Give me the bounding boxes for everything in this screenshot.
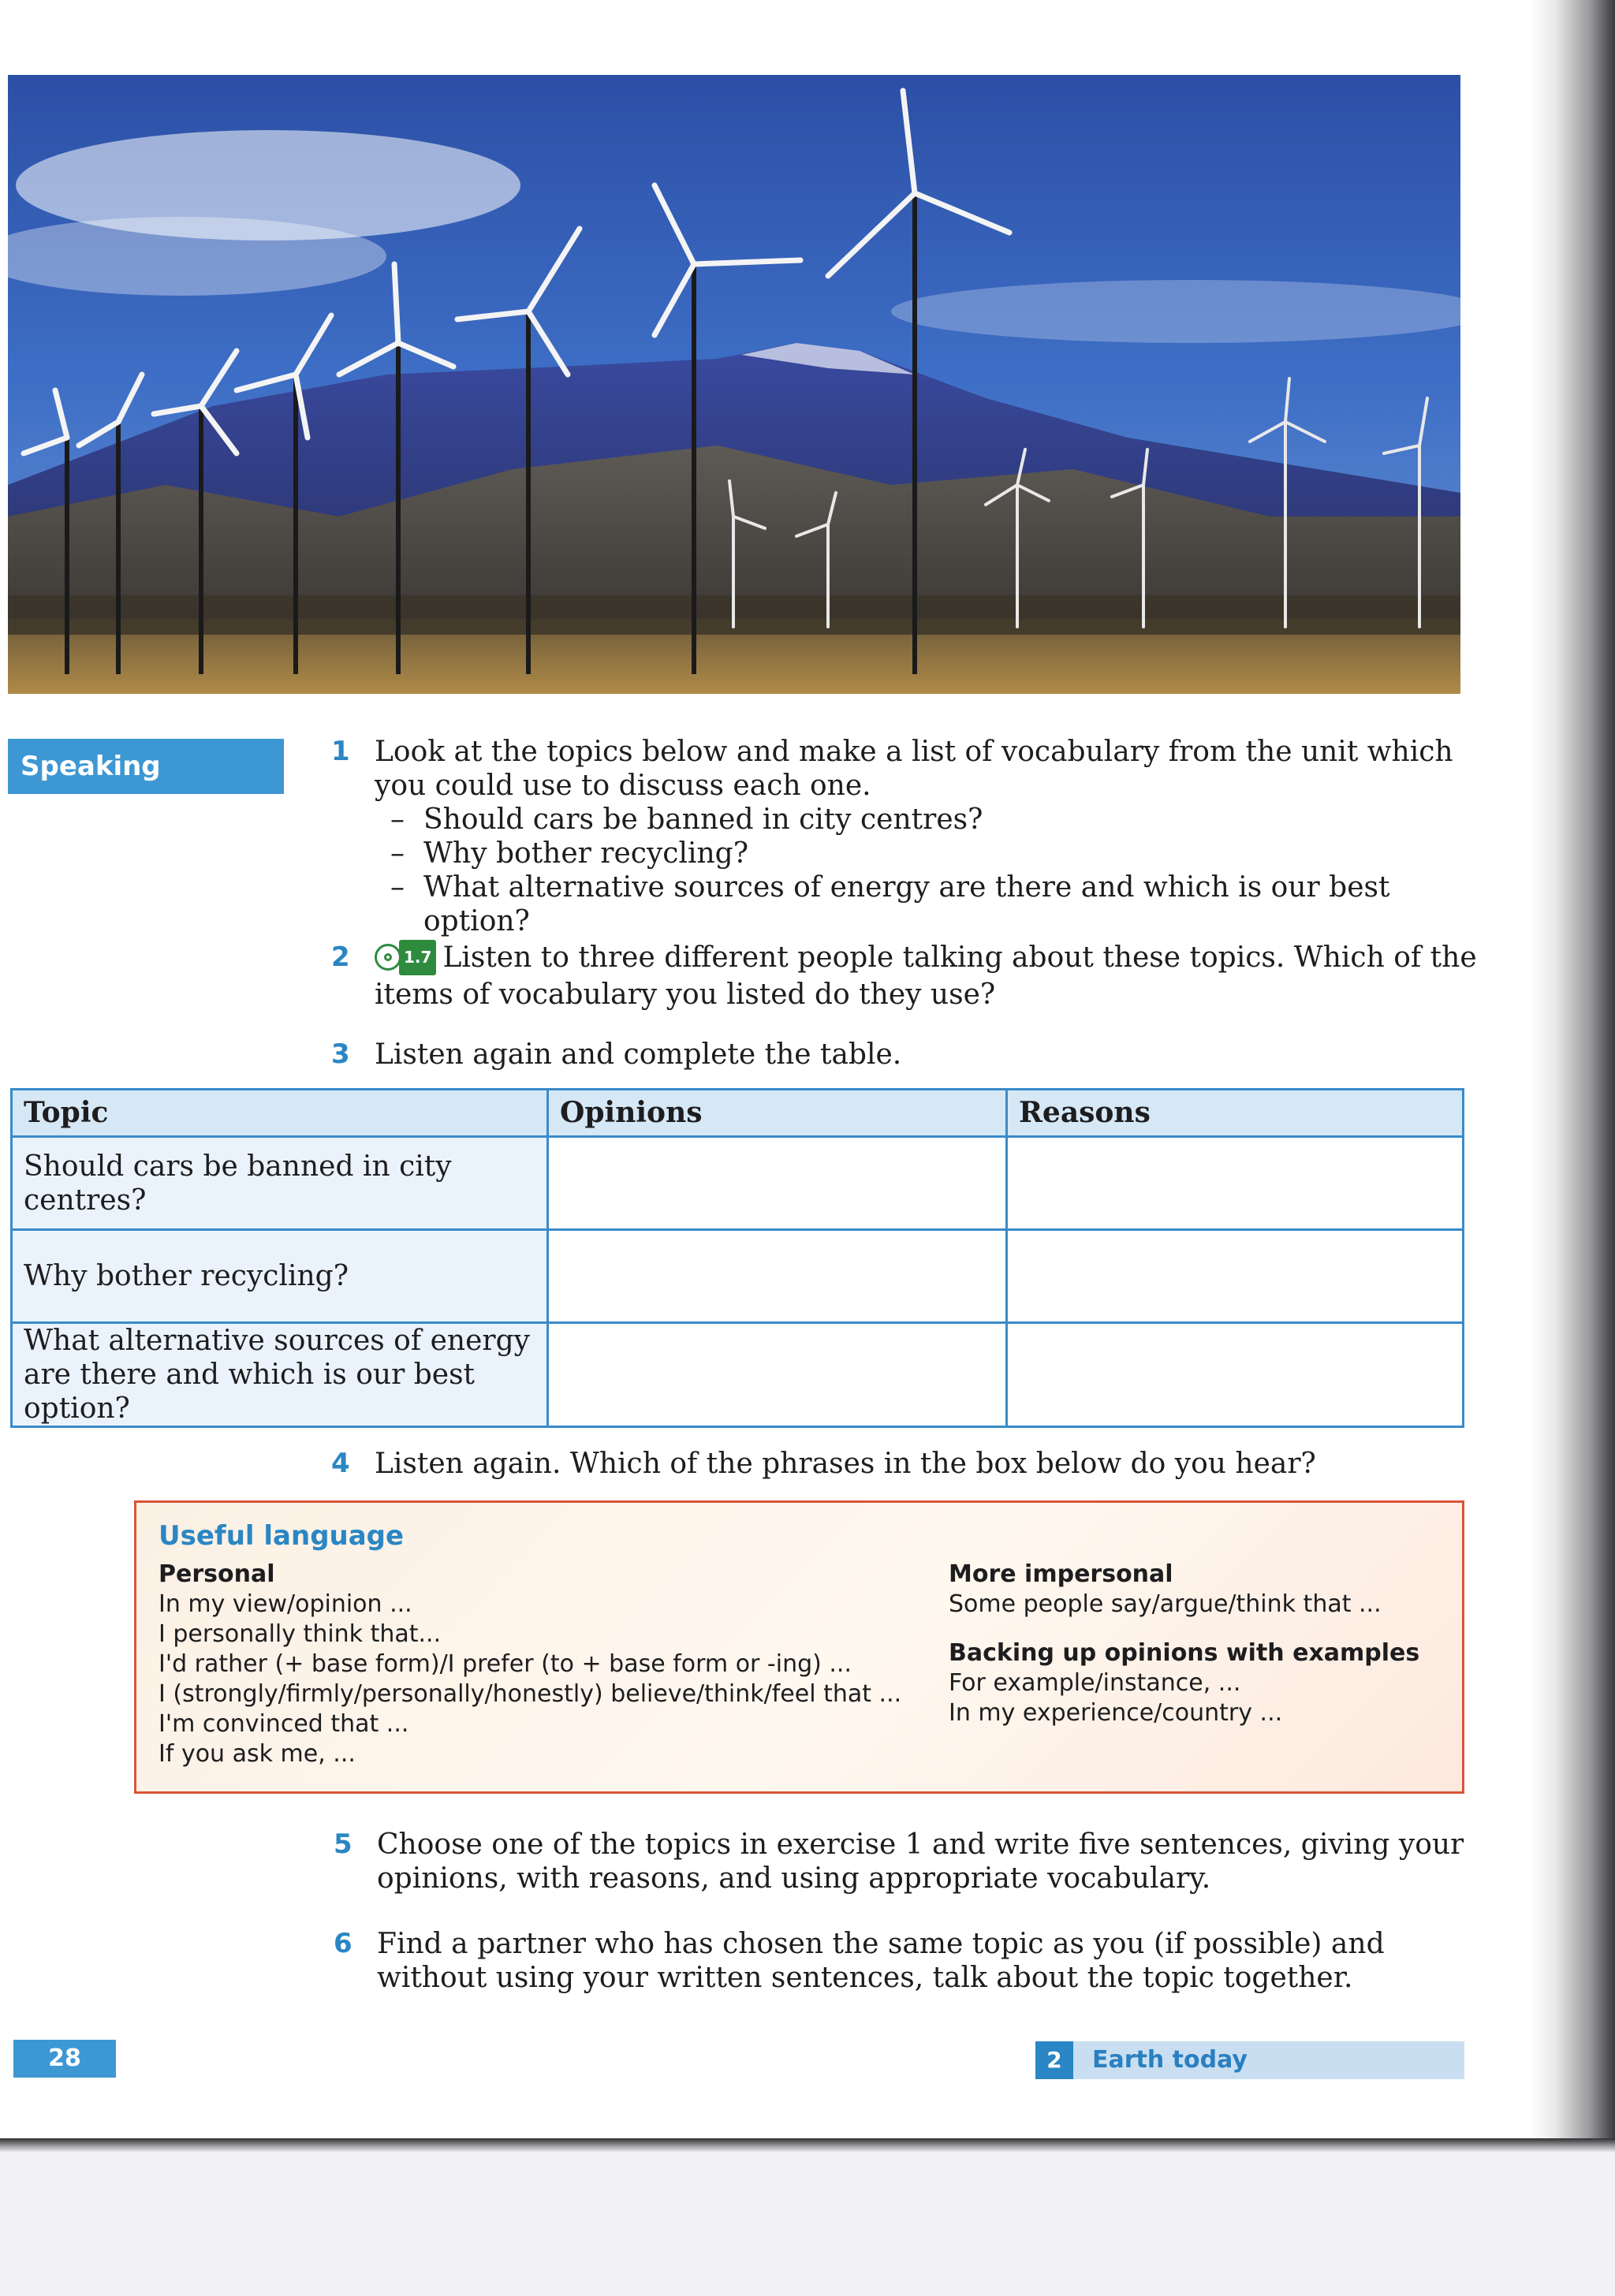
topic-cell: What alternative sources of energy are there and which is our best option?	[12, 1323, 548, 1427]
topic-list-item: – Why bother recycling?	[390, 837, 1467, 870]
exercise-instruction: Look at the topics below and make a list of vocabulary from the unit which you could use to discuss each one.	[375, 736, 1453, 802]
page-fold-shadow	[1530, 0, 1615, 2149]
exercise-instruction: Listen again. Which of the phrases in the box below do you hear?	[375, 1448, 1316, 1480]
phrase: For example/instance, ...	[949, 1669, 1241, 1697]
exercise-instruction: Choose one of the topics in exercise 1 and write five sentences, giving your opinions, with reasons, and using appropriate vocabulary.	[377, 1828, 1464, 1895]
exercise-instruction: Listen again and complete the table.	[375, 1038, 902, 1071]
exercise-2	[331, 941, 1483, 1012]
exercise-instruction	[375, 941, 1483, 1012]
exercise-number: 4	[331, 1448, 350, 1479]
phrase: In my view/opinion ...	[159, 1590, 412, 1618]
phrase: Some people say/argue/think that ...	[949, 1590, 1382, 1618]
wind-farm-photo	[8, 75, 1460, 694]
useful-language-box	[134, 1500, 1464, 1794]
page-number: 28	[13, 2040, 116, 2078]
reasons-cell[interactable]	[1007, 1137, 1464, 1230]
opinions-cell[interactable]	[548, 1323, 1007, 1427]
cd-icon	[375, 944, 401, 971]
phrase: I'd rather (+ base form)/I prefer (to + base form or -ing) ...	[159, 1650, 852, 1678]
phrase: I personally think that...	[159, 1620, 442, 1648]
opinions-cell[interactable]	[548, 1137, 1007, 1230]
exercise-number: 5	[334, 1828, 352, 1860]
exercise-3	[331, 1038, 1467, 1072]
topic-cell: Why bother recycling?	[12, 1230, 548, 1323]
header-opinions: Opinions	[548, 1090, 1007, 1137]
audio-track-icon[interactable]	[375, 940, 436, 975]
table-header-row	[12, 1090, 1464, 1137]
exercise-number: 6	[334, 1928, 352, 1959]
exercise-1	[331, 735, 1467, 938]
examples-heading: Backing up opinions with examples	[949, 1639, 1420, 1667]
phrase: I'm convinced that ...	[159, 1710, 409, 1738]
exercise-instruction: Find a partner who has chosen the same topic as you (if possible) and without using your written sentences, talk about the topic together.	[377, 1928, 1385, 1994]
phrase: I (strongly/firmly/personally/honestly) believe/think/feel that ...	[159, 1680, 902, 1708]
reasons-cell[interactable]	[1007, 1323, 1464, 1427]
speaking-section-tab: Speaking	[8, 739, 284, 794]
header-reasons: Reasons	[1007, 1090, 1464, 1137]
exercise-text: Listen to three different people talking about these topics. Which of the items of vocabulary you listed do they use?	[375, 941, 1477, 1011]
exercise-number: 2	[331, 941, 350, 973]
opinions-cell[interactable]	[548, 1230, 1007, 1323]
reasons-cell[interactable]	[1007, 1230, 1464, 1323]
table-row	[12, 1230, 1464, 1323]
topic-list-item: – Should cars be banned in city centres?	[390, 803, 1467, 837]
phrase: In my experience/country ...	[949, 1699, 1283, 1727]
opinions-table	[10, 1088, 1464, 1428]
useful-language-title: Useful language	[159, 1520, 405, 1552]
impersonal-heading: More impersonal	[949, 1560, 1173, 1588]
impersonal-phrases-column	[949, 1560, 1438, 1728]
topic-cell: Should cars be banned in city centres?	[12, 1137, 548, 1230]
exercise-5	[334, 1828, 1469, 1895]
track-number: 1.7	[399, 940, 436, 975]
topic-list	[390, 803, 1467, 938]
table-row	[12, 1137, 1464, 1230]
exercise-6	[334, 1927, 1469, 1995]
exercise-number: 3	[331, 1038, 350, 1070]
unit-footer	[1035, 2041, 1464, 2079]
personal-phrases-column	[159, 1560, 931, 1769]
exercise-4	[331, 1447, 1467, 1481]
personal-heading: Personal	[159, 1560, 275, 1588]
exercise-number: 1	[331, 736, 350, 767]
topic-list-item: – What alternative sources of energy are there and which is our best option?	[390, 870, 1467, 938]
unit-number: 2	[1035, 2041, 1073, 2079]
page-bottom-edge	[0, 2138, 1615, 2152]
table-row	[12, 1323, 1464, 1427]
unit-title: Earth today	[1092, 2046, 1248, 2074]
phrase: If you ask me, ...	[159, 1740, 356, 1768]
header-topic: Topic	[12, 1090, 548, 1137]
